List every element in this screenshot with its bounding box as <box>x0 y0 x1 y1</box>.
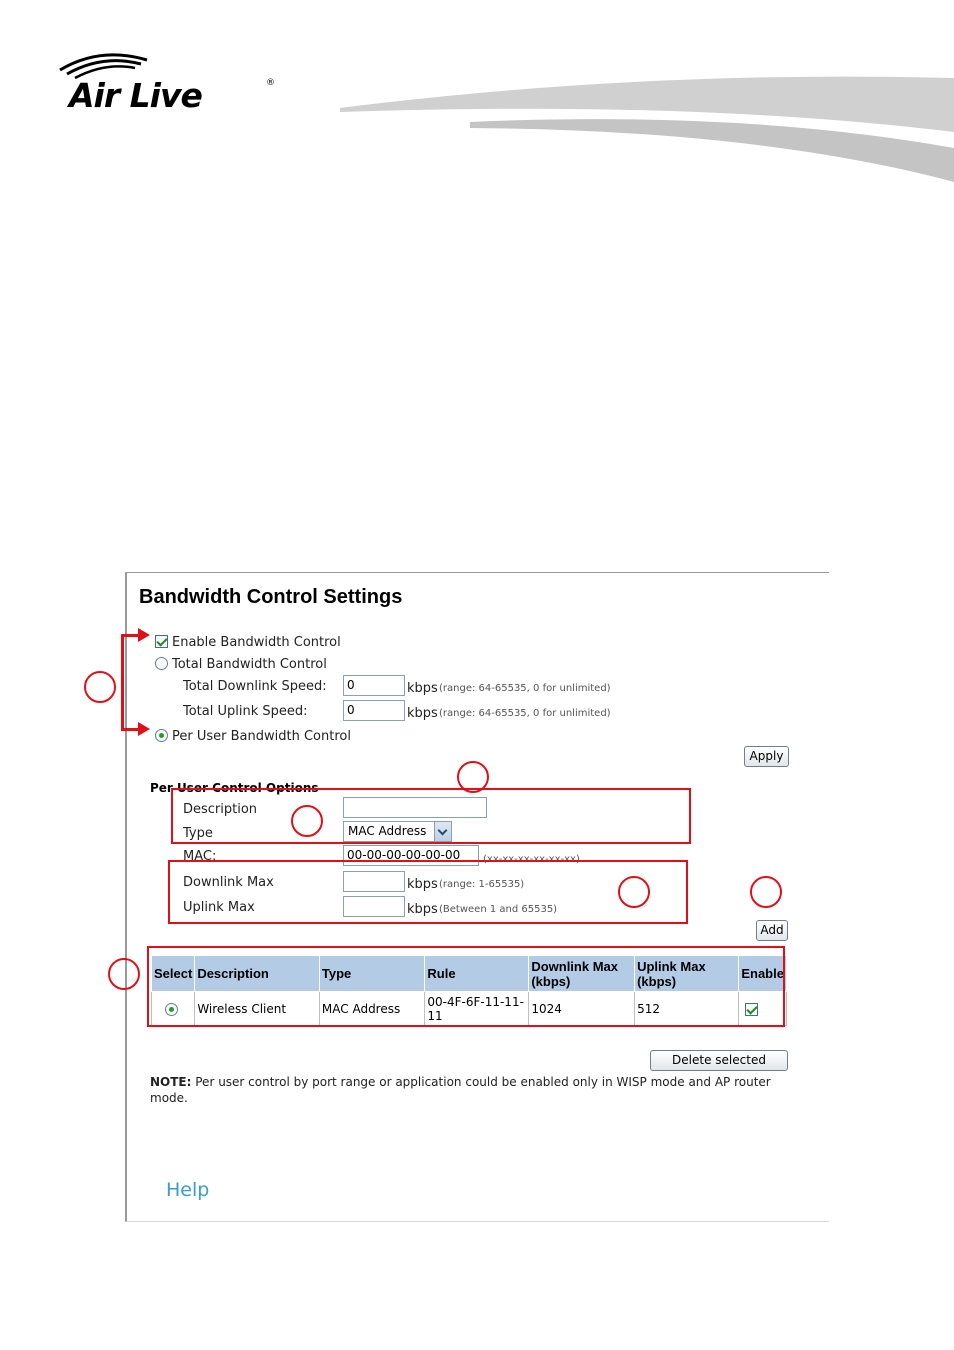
total-bandwidth-radio[interactable] <box>155 657 168 670</box>
annotation-circle-2 <box>457 761 489 793</box>
row-downlink: 1024 <box>529 992 635 1026</box>
per-user-options-heading: Per User Control Options <box>150 781 319 795</box>
total-downlink-unit: kbps <box>407 681 438 696</box>
annotation-box-description-type <box>171 788 691 844</box>
mac-label: MAC: <box>183 849 217 864</box>
description-label: Description <box>183 802 258 817</box>
total-uplink-label: Total Uplink Speed: <box>183 704 308 719</box>
downlink-max-hint: (range: 1-65535) <box>439 879 525 890</box>
annotation-bracket <box>121 634 124 730</box>
total-uplink-input[interactable]: 0 <box>343 700 405 721</box>
mac-hint: (xx-xx-xx-xx-xx-xx) <box>483 854 580 865</box>
per-user-bandwidth-label: Per User Bandwidth Control <box>172 729 351 744</box>
col-type: Type <box>319 956 424 992</box>
total-uplink-hint: (range: 64-65535, 0 for unlimited) <box>439 708 611 719</box>
header-swoosh <box>340 70 954 190</box>
annotation-box-table <box>147 946 785 1027</box>
col-select: Select <box>152 956 195 992</box>
annotation-circle-5 <box>750 876 782 908</box>
col-downlink-max: Downlink Max (kbps) <box>529 956 635 992</box>
page-title: Bandwidth Control Settings <box>139 586 403 608</box>
delete-selected-button[interactable]: Delete selected <box>650 1050 788 1071</box>
col-uplink-max: Uplink Max (kbps) <box>635 956 739 992</box>
logo-wordmark: Air Live <box>69 76 202 115</box>
airlive-logo <box>55 48 285 118</box>
note-body: Per user control by port range or application could be enabled only in WISP mode and AP router mode. <box>150 1075 771 1105</box>
uplink-max-unit: kbps <box>407 902 438 917</box>
apply-button[interactable]: Apply <box>744 746 789 767</box>
uplink-max-hint: (Between 1 and 65535) <box>439 904 558 915</box>
enable-bandwidth-label: Enable Bandwidth Control <box>172 635 341 650</box>
mac-input[interactable]: 00-00-00-00-00-00 <box>343 845 479 866</box>
total-bandwidth-label: Total Bandwidth Control <box>172 657 327 672</box>
uplink-max-label: Uplink Max <box>183 900 255 915</box>
help-link[interactable]: Help <box>166 1179 210 1201</box>
add-button[interactable]: Add <box>756 920 788 941</box>
annotation-box-limits <box>168 860 688 924</box>
row-uplink: 512 <box>635 992 739 1026</box>
annotation-circle-6 <box>108 958 140 990</box>
annotation-circle-4 <box>618 876 650 908</box>
type-label: Type <box>183 826 213 841</box>
row-description: Wireless Client <box>195 992 320 1026</box>
note-text <box>150 1074 780 1106</box>
col-enable: Enable <box>739 956 787 992</box>
col-description: Description <box>195 956 320 992</box>
arrow-right-icon <box>138 722 150 736</box>
note-bold: NOTE: <box>150 1075 192 1089</box>
downlink-max-unit: kbps <box>407 877 438 892</box>
per-user-bandwidth-radio[interactable] <box>155 729 168 742</box>
annotation-circle-3 <box>291 805 323 837</box>
enable-bandwidth-checkbox[interactable] <box>155 635 168 648</box>
downlink-max-label: Downlink Max <box>183 875 274 890</box>
type-select-value: MAC Address <box>348 824 427 838</box>
total-downlink-label: Total Downlink Speed: <box>183 679 327 694</box>
arrow-right-icon <box>138 628 150 642</box>
total-downlink-hint: (range: 64-65535, 0 for unlimited) <box>439 683 611 694</box>
total-downlink-input[interactable]: 0 <box>343 675 405 696</box>
row-rule: 00-4F-6F-11-11-11 <box>425 992 529 1026</box>
annotation-circle-1 <box>84 671 116 703</box>
col-rule: Rule <box>425 956 529 992</box>
total-uplink-unit: kbps <box>407 706 438 721</box>
logo-registered: ® <box>266 78 275 88</box>
row-type: MAC Address <box>319 992 424 1026</box>
